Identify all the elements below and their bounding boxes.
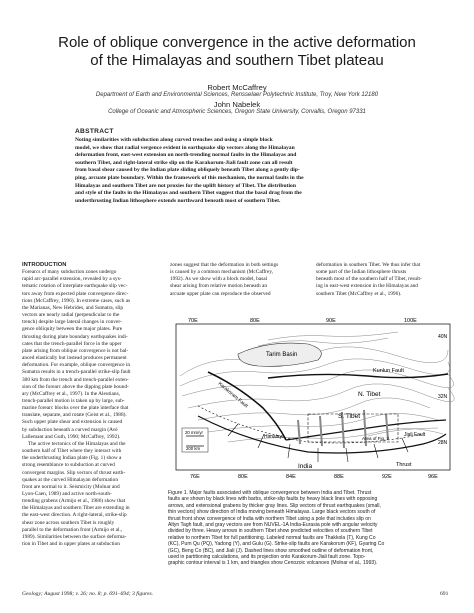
body-line: 1992). As we show with a block model, basal [170, 276, 268, 283]
body-line: tions (McCaffrey, 1996). In extreme cases, such as [22, 297, 131, 304]
caption-line: (KC), Pum Qu (PQ), Yadong (Y), and Gulu (G). Strike-slip faults are Karakorum (KF), Gyaring Co [168, 541, 385, 548]
body-line: some part of the Indian lithosphere thrusts [316, 269, 407, 276]
thrust-label: Thrust [396, 462, 412, 468]
abstract-line: underthrusting Indian lithosphere extends northward beneath most of southern Tibet. [75, 197, 281, 204]
bottom-tick-label: 76E [190, 474, 200, 480]
body-line: zones suggest that the deformation in both settings [170, 262, 279, 268]
author-1-name: Robert McCaffrey [207, 83, 267, 92]
bottom-tick-label: 92E [382, 474, 392, 480]
body-line: cates that the trench-parallel force in the upper [22, 340, 122, 347]
caption-line: used in partitioning calculations, and its projection onto Karakorum-Jiali fault zone. Topo- [168, 554, 366, 561]
bottom-tick-label: 96E [428, 474, 438, 480]
caption-line: divided by three. Heavy arrows in southern Tibet show predicted velocities of southern Tibet [168, 528, 373, 535]
body-line: 300 km from the trench and trench-parallel exten- [22, 376, 129, 383]
abstract-heading: ABSTRACT [75, 128, 114, 135]
body-line: translate, separate, and rotate (Geist et al., 1988). [22, 412, 127, 419]
abstract-line: southern Tibet, and right-lateral strike slip on the Karakorum-Jiali fault zone can all result [75, 159, 293, 166]
body-line: sion of the forearc above the dipping plate bound- [22, 383, 129, 390]
caption-line: thrust front show convergence of India with northern Tibet using a pole that includes slip on [168, 515, 371, 522]
body-line: rapid arc-parallel extension, revealed by a sys- [22, 276, 122, 283]
title-line-2: of the Himalayas and southern Tibet plateau [90, 52, 384, 69]
caption-line: Altyn Tagh fault, and gray vectors are from NUVEL-1A India-Eurasia pole with angular velocity [168, 522, 378, 529]
figure-1-caption [168, 490, 460, 567]
body-line: Forearcs of many subduction zones undergo [22, 269, 117, 276]
paper-title [20, 34, 454, 70]
middle-column [170, 262, 306, 298]
body-line: ing in east-west extension in the Himalayas and [316, 283, 418, 290]
kunlun-fault-label: Kunlun Fault [373, 368, 404, 374]
top-tick-label: 80E [250, 318, 260, 324]
caption-line: thin vectors) show direction of India moving beneath Himalayas. Large black vectors south of [168, 509, 376, 516]
author-2-name: John Nabelek [213, 100, 261, 109]
body-line: arcuate upper plate can reproduce the observed [170, 290, 271, 297]
introduction-heading: INTRODUCTION [22, 262, 67, 268]
india-label: India [298, 463, 313, 470]
bottom-tick-label: 84E [286, 474, 296, 480]
body-line: shear arising from relative motion beneath an [170, 283, 268, 290]
velocity-scale-label: 20 mm/yr [185, 430, 203, 435]
body-line: Lallemant and Guth, 1990; McCaffrey, 1992). [22, 433, 121, 440]
abstract-line: deformation front, east-west extension on north-trending normal faults in the Himalayas and [75, 152, 297, 159]
page-number: 691 [440, 591, 449, 597]
title-line-1: Role of oblique convergence in the active deformation [58, 34, 416, 51]
distance-scale-label: 200 km [186, 446, 201, 451]
body-line: convergent margins. Slip vectors of thrust earth- [22, 469, 126, 476]
caption-line: relative to northern Tibet for full partitioning. Labeled normal faults are Thakkola (T), Kung Co [168, 534, 376, 541]
abstract-line: from basal shear caused by the Indian plate sliding obliquely beneath Tibet along a gently dip- [75, 167, 300, 174]
body-line: tematic rotation of interplate earthquake slip vec- [22, 283, 128, 290]
abstract-line: ping, arcuate plate boundary. Within the framework of this mechanism, the normal faults in the [75, 174, 304, 181]
lat-label: 32N [438, 394, 448, 400]
top-tick-label: 70E [188, 318, 198, 324]
caption-line: graphic contour interval is 1 km, and triangles show Cenozoic volcanoes (Molnar et al., 1993). [168, 560, 378, 567]
body-line: Lyon-Caen, 1989) and active north-south- [22, 491, 112, 497]
body-line: Such upper plate shear and extension is caused [22, 419, 123, 426]
body-line: gence obliquity between the major plates. Pure [22, 326, 123, 333]
abstract-text [75, 137, 405, 205]
south-tibet-label: S. Tibet [338, 413, 361, 420]
bottom-tick-label: 88E [334, 474, 344, 480]
abstract-line: model, we show that radial vergence evident in earthquake slip vectors along the Himalayan [75, 144, 295, 151]
body-line: tors away from expected plate convergence direc- [22, 290, 129, 297]
introduction-column [22, 262, 158, 548]
lat-label: 28N [438, 440, 448, 446]
body-line: marine forearc blocks over the plate interface that [22, 405, 129, 412]
body-line: 1989). Similarities between the surface deforma- [22, 533, 127, 540]
body-line: the east-west direction. A right-lateral, strike-slip [22, 512, 127, 519]
body-line: Sumatra results in a trench-parallel strike-slip fault [22, 369, 131, 376]
abstract-line: Noting similarities with subduction along curved trenches and using a simple block [75, 137, 273, 143]
body-line: anced elastically but instead produces permanent [22, 355, 127, 362]
top-tick-label: 90E [326, 318, 336, 324]
body-line: thrusting during plate boundary earthquakes indi- [22, 333, 128, 340]
body-line: parallel to the deformation front (Armijo et al., [22, 526, 123, 533]
body-line: deformation. For example, oblique convergence in [22, 362, 131, 369]
body-line: trench-parallel motion is taken up by large, sub- [22, 397, 125, 404]
body-line: front are normal to it. Seismicity (Molnar and [22, 483, 120, 490]
bottom-tick-label: 80E [238, 474, 248, 480]
abstract-line: Himalayas and southern Tibet are not proxies for the uplift history of Tibet. The distribution [75, 182, 296, 189]
body-line: plate arising from oblique convergence is not bal- [22, 347, 129, 354]
body-line: shear zone across southern Tibet is roughly [22, 519, 115, 526]
body-line: quakes at the curved Himalayan deformation [22, 476, 119, 483]
body-line: is caused by a common mechanism (McCaffrey, [170, 269, 273, 276]
lat-label: 40N [438, 334, 448, 340]
top-tick-label: 100E [404, 318, 417, 324]
body-line: tion in Tibet and in upper plates at subduction [22, 541, 120, 548]
body-line: trench) despite large lateral changes in conver- [22, 319, 122, 326]
jiali-fault-label: Jiali Fault [404, 432, 426, 438]
caption-line: Figure 1. Major faults associated with oblique convergence between India and Tibet. Thrust [168, 490, 372, 496]
author-2-affiliation: College of Oceanic and Atmospheric Sciences, Oregon State University, Corvallis, Oregon 97331 [108, 109, 366, 115]
figure-1-map [168, 316, 458, 482]
north-tibet-label: N. Tibet [358, 391, 381, 398]
body-line: the Marianas, New Hebrides, and Sumatra, slip [22, 304, 124, 311]
body-line: by subduction beneath a curved margin (Avé [22, 426, 118, 433]
map-svg [168, 316, 458, 482]
journal-citation: Geology; August 1998; v. 26; no. 8; p. 691–694; 3 figures. [22, 591, 154, 597]
karakoram-fault-label: Karakoram Fault [216, 380, 249, 410]
body-line: southern half of Tibet where they interact with [22, 448, 122, 455]
author-1-affiliation: Department of Earth and Environmental Sciences, Rensselaer Polytechnic Institute, Troy, New York 12180 [95, 92, 379, 98]
body-line: ary (McCaffrey et al., 1997). In the Aleutians, [22, 390, 120, 397]
abstract-line: and style of the faults in the Himalayas and southern Tibet suggest that the basal drag from the [75, 190, 302, 197]
body-line: strong resemblance to subduction at curved [22, 462, 115, 469]
right-column [316, 262, 456, 298]
body-line: The active tectonics of the Himalayas and the [28, 440, 126, 447]
body-line: trending grabens (Armijo et al., 1986) show that [22, 498, 126, 505]
body-line: southern Tibet (McCaffrey et al., 1996). [316, 290, 402, 297]
caption-line: arrows, and extensional grabens by thicker gray lines. Slip vectors of thrust earthquakes (small, [168, 502, 381, 509]
body-line: the underthrusting Indian plate (Fig. 1) show a [22, 455, 122, 462]
body-line: deformation in southern Tibet. We thus infer that [316, 262, 421, 268]
caption-line: faults are shown by black lines with barbs, strike-slip faults by heavy black lines with opposing [168, 496, 378, 503]
caption-line: (GC), Beng Co (BC), and Jiali (J). Dashed lines show smoothed outline of deformation front, [168, 547, 374, 554]
area-of-fig-2-label: Area of Fig. 2 [362, 436, 390, 441]
himalaya-label: Himalaya [264, 434, 285, 440]
body-line: the Himalayas and southern Tibet are extending in [22, 505, 130, 512]
body-line: beneath most of the southern half of Tibet, result- [316, 276, 422, 283]
tarim-basin-label: Tarim Basin [266, 352, 298, 358]
body-line: vectors are nearly radial (perpendicular to the [22, 312, 120, 319]
